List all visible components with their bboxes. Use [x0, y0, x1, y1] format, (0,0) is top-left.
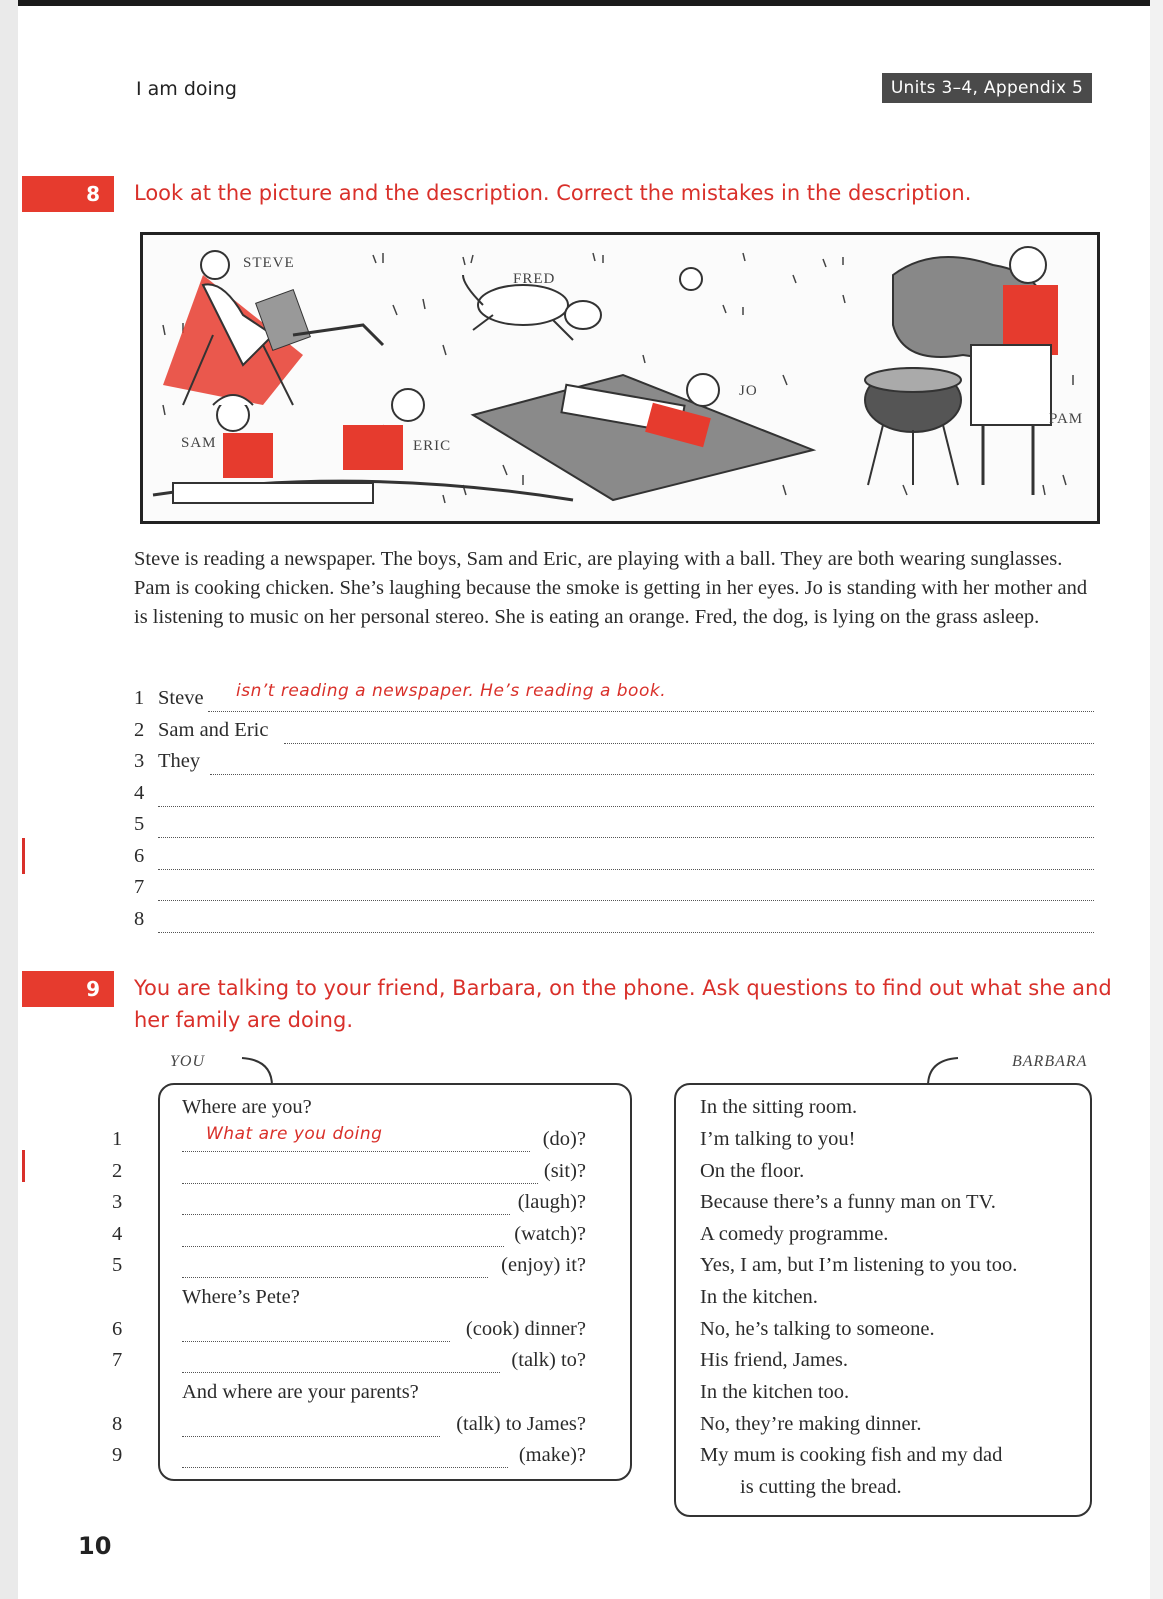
barbara-reply: A comedy programme. [700, 1223, 889, 1245]
you-label: YOU [170, 1053, 206, 1070]
barbara-reply: No, he’s talking to someone. [700, 1318, 935, 1340]
pam-barbecue [865, 247, 1083, 495]
label-fred: FRED [513, 271, 556, 287]
picnic-illustration [143, 235, 1097, 521]
exercise-instruction-cont: her family are doing. [134, 1008, 353, 1032]
ball [680, 268, 702, 290]
barbara-reply: No, they’re making dinner. [700, 1413, 922, 1435]
answer-line-6[interactable]: 6 [134, 845, 1094, 875]
label-pam: PAM [1049, 411, 1084, 427]
label-sam: SAM [181, 435, 217, 451]
barbara-label: BARBARA [1012, 1053, 1088, 1070]
steve-figure [163, 251, 383, 405]
top-rule [18, 0, 1163, 6]
handwritten-answer: What are you doing [206, 1124, 383, 1144]
speech-tail-you [240, 1054, 286, 1086]
question-prompt: And where are your parents? [182, 1381, 419, 1403]
question-line-9[interactable]: 9 (make)? [112, 1444, 586, 1466]
page-gutter [0, 0, 18, 1599]
exercise-number: 8 [22, 176, 114, 212]
question-line-7[interactable]: 7 (talk) to? [112, 1349, 586, 1371]
jo-on-rug [473, 374, 813, 500]
barbara-reply: In the kitchen too. [700, 1381, 850, 1403]
fred-dog [463, 268, 702, 340]
label-eric: ERIC [413, 438, 452, 454]
barbara-reply: On the floor. [700, 1160, 805, 1182]
question-line-3[interactable]: 3 (laugh)? [112, 1191, 586, 1213]
answer-line-8[interactable]: 8 [134, 908, 1094, 938]
question-line-5[interactable]: 5 (enjoy) it? [112, 1254, 586, 1276]
illustration [140, 232, 1100, 524]
question-prompt: Where are you? [182, 1096, 312, 1118]
unit-title: I am doing [136, 78, 237, 100]
barbara-reply: Yes, I am, but I’m listening to you too. [700, 1254, 1018, 1276]
answer-line-4[interactable]: 4 [134, 782, 1094, 812]
question-line-1[interactable]: 1 What are you doing (do)? [112, 1124, 586, 1150]
barbara-reply: is cutting the bread. [740, 1476, 902, 1498]
exercise-instruction: Look at the picture and the description. Correct the mistakes in the description. [134, 181, 972, 205]
speech-tail-barbara [916, 1054, 962, 1086]
question-line-2[interactable]: 2 (sit)? [112, 1160, 586, 1182]
barbara-reply: His friend, James. [700, 1349, 849, 1371]
barbara-reply: Because there’s a funny man on TV. [700, 1191, 996, 1213]
answer-line-3[interactable]: 3 They [134, 750, 1094, 780]
exercise-instruction: You are talking to your friend, Barbara, on the phone. Ask questions to find out what she and [134, 976, 1112, 1000]
answer-line-7[interactable]: 7 [134, 876, 1094, 906]
barbara-reply: My mum is cooking fish and my dad [700, 1444, 1003, 1466]
barbara-speech-bubble [674, 1083, 1092, 1517]
units-badge: Units 3–4, Appendix 5 [882, 73, 1092, 103]
barbara-reply: In the kitchen. [700, 1286, 818, 1308]
barbara-reply: I’m talking to you! [700, 1128, 856, 1150]
margin-mark [22, 838, 25, 874]
question-line-8[interactable]: 8 (talk) to James? [112, 1413, 586, 1435]
label-steve: STEVE [243, 255, 295, 271]
question-prompt: Where’s Pete? [182, 1286, 300, 1308]
handwritten-answer: isn’t reading a newspaper. He’s reading a book. [236, 681, 667, 701]
page-number: 10 [78, 1532, 112, 1560]
answer-line-1[interactable]: 1 Steve isn’t reading a newspaper. He’s reading a book. [134, 687, 1094, 717]
label-jo: JO [739, 383, 758, 399]
margin-mark [22, 1150, 25, 1182]
barbara-reply: In the sitting room. [700, 1096, 858, 1118]
picture-description: Steve is reading a newspaper. The boys, Sam and Eric, are playing with a ball. They are both wearing sunglasses. Pam is cooking chicken. She’s laughing because the smoke is getting in her eyes. Jo is standing with her mother and is listening to music on her personal stereo. She is eating an orange. Fred, the dog, is lying on the grass asleep. [134, 548, 1088, 628]
question-line-6[interactable]: 6 (cook) dinner? [112, 1318, 586, 1340]
you-speech-bubble [112, 1083, 632, 1481]
exercise-number: 9 [22, 971, 114, 1007]
answer-line-5[interactable]: 5 [134, 813, 1094, 843]
page-edge [1150, 0, 1163, 1599]
answer-line-2[interactable]: 2 Sam and Eric [134, 719, 1094, 749]
question-line-4[interactable]: 4 (watch)? [112, 1223, 586, 1245]
